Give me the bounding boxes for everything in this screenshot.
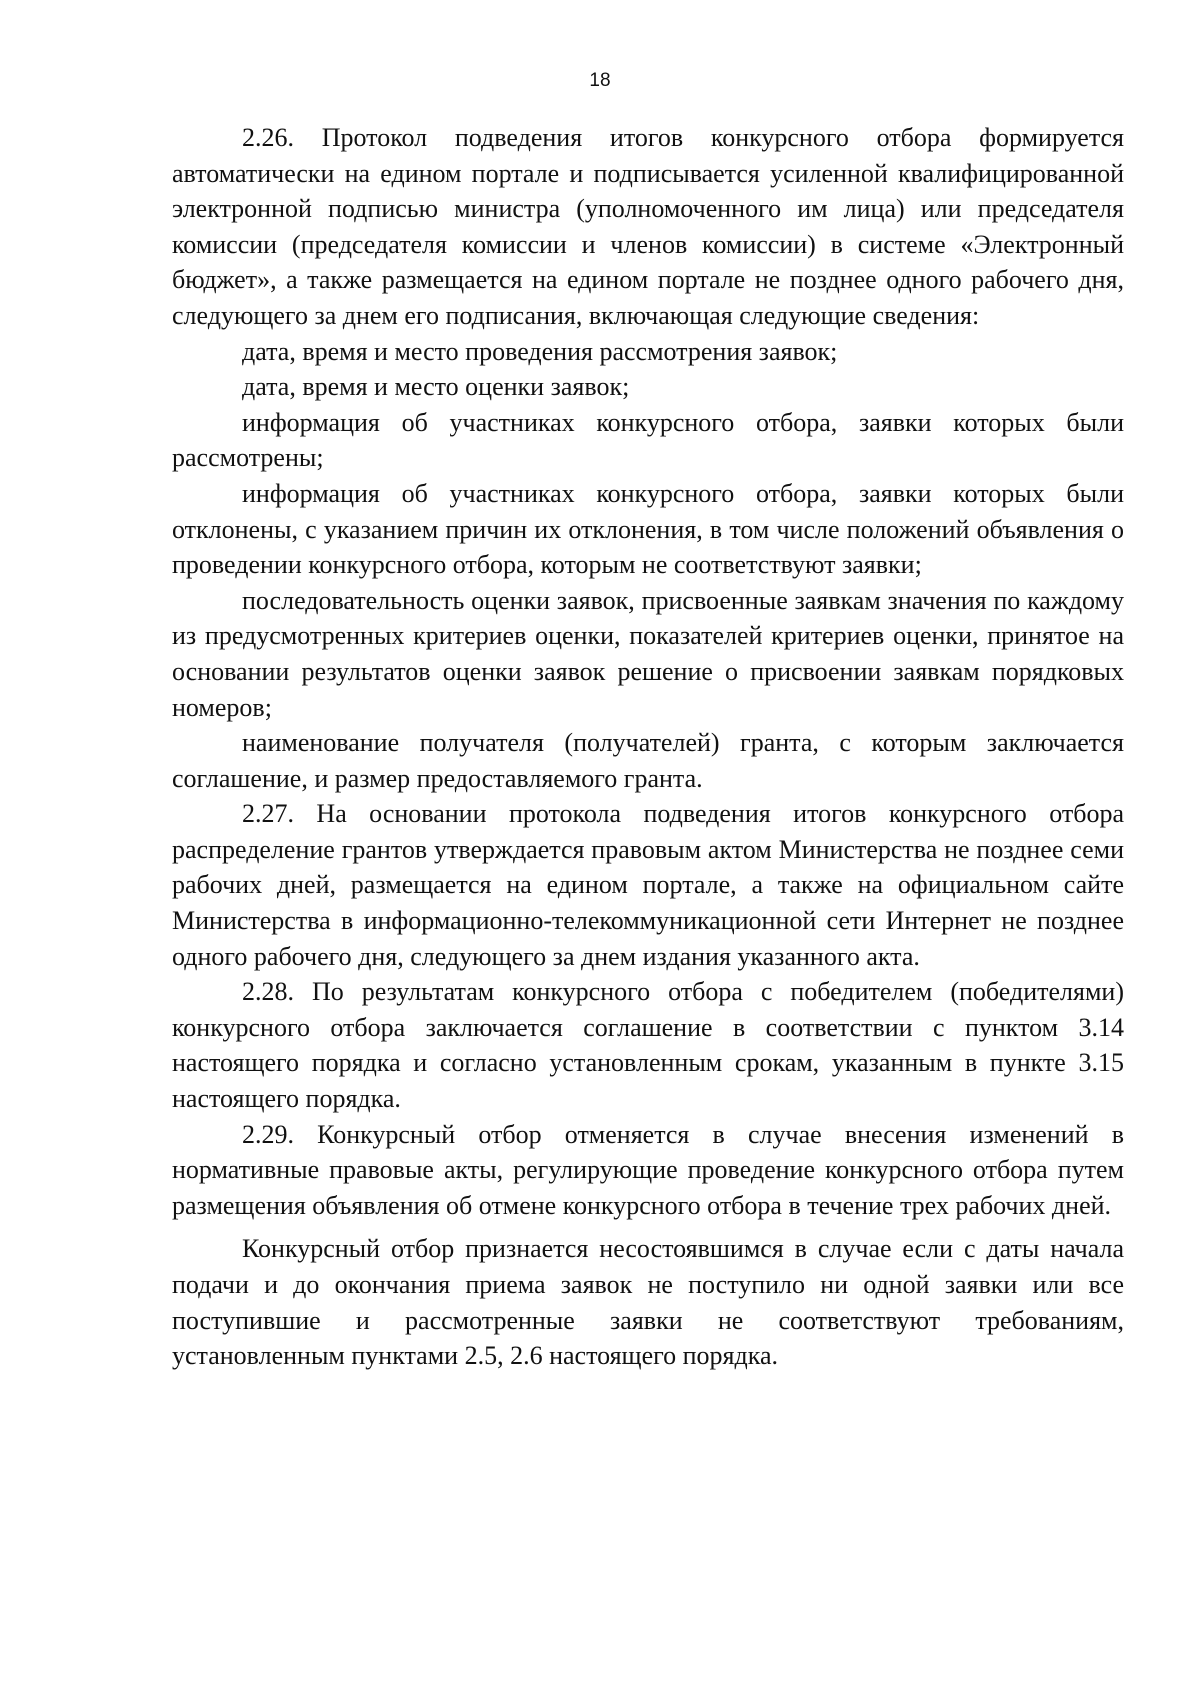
page-number: 18 [589, 70, 611, 91]
paragraph-2-28: 2.28. По результатам конкурсного отбора с победителем (победителями) конкурсного отбора заключается соглашение в соответствии с пунктом 3.14 настоящего порядка и согласно установленным срокам, указанным в пункте 3.15 настоящего порядка. [172, 977, 1124, 1114]
paragraph-2-26: 2.26. Протокол подведения итогов конкурсного отбора формируется автоматически на едином портале и подписывается усиленной квалифицированной электронной подписью министра (уполномоченного им лица) или председателя комиссии (председателя комиссии и членов комиссии) в системе «Электронный бюджет», а также размещается на едином портале не позднее одного рабочего дня, следующего за днем его подписания, включающая следующие сведения: [172, 123, 1124, 330]
list-item-reviewed-participants: информация об участниках конкурсного отбора, заявки которых были рассмотрены; [172, 407, 1124, 473]
paragraph-failed-selection: Конкурсный отбор признается несостоявшимся в случае если с даты начала подачи и до окончания приема заявок не поступило ни одной заявки или все поступившие и рассмотренные заявки не соответствуют требованиям, установленным пунктами 2.5, 2.6 настоящего порядка. [172, 1234, 1124, 1371]
list-item-review-date: дата, время и место проведения рассмотрения заявок; [242, 336, 838, 366]
paragraph-2-27: 2.27. На основании протокола подведения итогов конкурсного отбора распределение грантов утверждается правовым актом Министерства не позднее семи рабочих дней, размещается на едином портале, а также на официальном сайте Министерства в информационно-телекоммуникационной сети Интернет не позднее одного рабочего дня, следующего за днем издания указанного акта. [172, 799, 1124, 971]
list-item-evaluation-sequence: последовательность оценки заявок, присвоенные заявкам значения по каждому из предусмотренных критериев оценки, показателей критериев оценки, принятое на основании результатов оценки заявок решение о присвоении заявкам порядковых номеров; [172, 585, 1124, 722]
paragraph-2-29: 2.29. Конкурсный отбор отменяется в случае внесения изменений в нормативные правовые акты, регулирующие проведение конкурсного отбора путем размещения объявления об отмене конкурсного отбора в течение трех рабочих дней. [172, 1119, 1124, 1220]
document-body [172, 120, 1124, 1374]
list-item-rejected-participants: информация об участниках конкурсного отбора, заявки которых были отклонены, с указанием причин их отклонения, в том числе положений объявления о проведении конкурсного отбора, которым не соответствуют заявки; [172, 478, 1124, 580]
list-item-grant-recipient: наименование получателя (получателей) гранта, с которым заключается соглашение, и размер предоставляемого гранта. [172, 728, 1124, 793]
list-item-evaluation-date: дата, время и место оценки заявок; [242, 372, 630, 402]
